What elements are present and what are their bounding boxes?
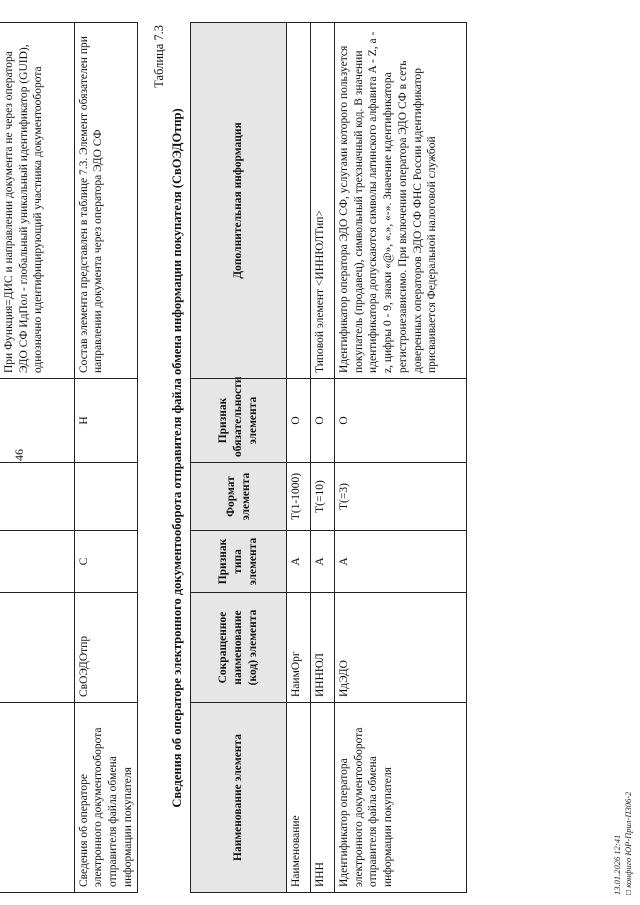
stamp-date: 13.01.2026 12:41	[612, 834, 622, 895]
table-row	[287, 23, 311, 893]
header-format: Формат элемента	[191, 463, 287, 531]
cell-name: Идентификатор оператора электронного документооборота отправителя файла обмена информации покупателя	[335, 703, 467, 893]
cell-format	[74, 463, 138, 531]
cell-code: СвОЭДОтпр	[74, 593, 138, 703]
cell-format: T(1-1000)	[287, 463, 311, 531]
cell-name: ИНН	[311, 703, 335, 893]
cell-name	[0, 703, 74, 893]
table-row	[311, 23, 335, 893]
cell-required: О	[287, 379, 311, 463]
cell-required: Н	[74, 379, 138, 463]
cell-type: А	[311, 531, 335, 593]
table-row	[74, 23, 138, 893]
cell-format	[0, 463, 74, 531]
header-info: Дополнительная информация	[191, 23, 287, 379]
table-header-row	[191, 23, 287, 893]
cell-required	[0, 379, 74, 463]
cell-info: При Функция=ДИС и направлении документа не через оператора ЭДО СФ ИдПол - глобальный уникальный идентификатор (GUID), однозначно идентифицирующий участника документооборота	[0, 23, 74, 379]
cell-info	[287, 23, 311, 379]
cell-code: ИдЭДО	[335, 593, 467, 703]
cell-info: Состав элемента представлен в таблице 7.3. Элемент обязателен при направлении документа через оператора ЭДО СФ	[74, 23, 138, 379]
header-name: Наименование элемента	[191, 703, 287, 893]
table-row	[0, 23, 74, 893]
cell-code	[0, 593, 74, 703]
cell-type	[0, 531, 74, 593]
stamp-source: □ конфиго ЮР-Прил-П306-2	[622, 791, 633, 895]
print-stamp	[612, 792, 633, 895]
cell-name: Сведения об операторе электронного документооборота отправителя файла обмена информации покупателя	[74, 703, 138, 893]
table-caption: Сведения об операторе электронного документооборота отправителя файла обмена информации покупателя (СвОЭДОтпр)	[170, 108, 184, 808]
cell-required: О	[335, 379, 467, 463]
page-number: 46	[12, 449, 26, 461]
upper-table-continuation	[0, 22, 138, 893]
cell-type: С	[74, 531, 138, 593]
cell-type: А	[287, 531, 311, 593]
header-code: Сокращенное наименование (код) элемента	[191, 593, 287, 703]
cell-code: НаимОрг	[287, 593, 311, 703]
cell-info: Идентификатор оператора ЭДО СФ, услугами которого пользуется покупатель (продавец), символьный трехзначный код. В значении идентификатора допускаются символы латинского алфавита A - Z, a - z, цифры 0 - 9, знаки «@», «.», «-». Значение идентификатора регистронезависимо. При включении оператора ЭДО СФ в сеть доверенных операторов ЭДО СФ ФНС России идентификатор присваивается Федеральной налоговой службой	[335, 23, 467, 379]
elements-table	[190, 22, 467, 893]
header-type: Признак типа элемента	[191, 531, 287, 593]
cell-info: Типовой элемент <ИННЮЛТип>	[311, 23, 335, 379]
cell-required: О	[311, 379, 335, 463]
header-required: Признак обязательности элемента	[191, 379, 287, 463]
cell-format: T(=3)	[335, 463, 467, 531]
table-number: Таблица 7.3	[152, 25, 166, 88]
table-row	[335, 23, 467, 893]
cell-name: Наименование	[287, 703, 311, 893]
cell-code: ИННЮЛ	[311, 593, 335, 703]
cell-type: А	[335, 531, 467, 593]
cell-format: T(=10)	[311, 463, 335, 531]
